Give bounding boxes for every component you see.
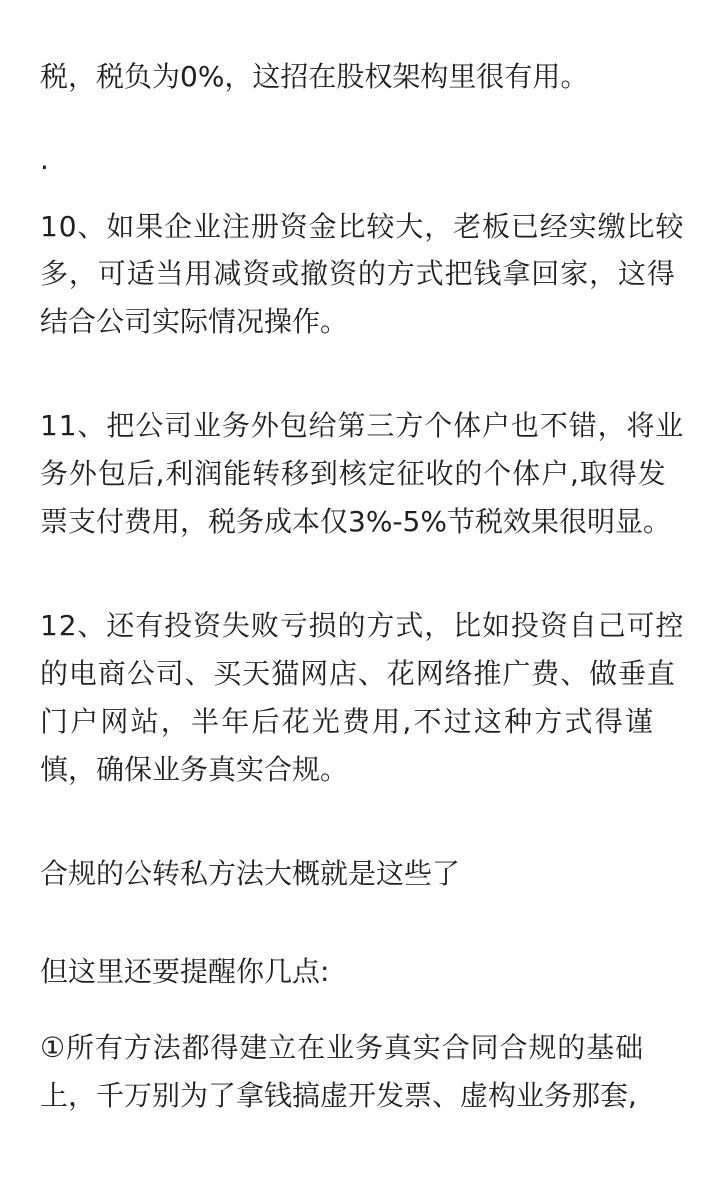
paragraph-summary: 合规的公转私方法大概就是这些了 (40, 857, 461, 890)
paragraph-11-line-2: 务外包后,利润能转移到核定征收的个体户,取得发 (40, 457, 667, 490)
paragraph-12-line-3: 门户网站，半年后花光费用,不过这种方式得谨 (40, 705, 656, 738)
paragraph-12-line-4: 慎，确保业务真实合规。 (40, 753, 349, 786)
paragraph-10-line-2: 多，可适当用减资或撤资的方式把钱拿回家，这得 (40, 257, 676, 290)
separator-dot: . (40, 143, 49, 176)
paragraph-note-1-line-1: ①所有方法都得建立在业务真实合同合规的基础 (40, 1031, 645, 1064)
paragraph-tax-line-1: 税，税负为0%，这招在股权架构里很有用。 (40, 60, 589, 93)
paragraph-note-1-line-2: 上，千万别为了拿钱搞虚开发票、虚构业务那套, (40, 1079, 637, 1112)
paragraph-12-line-1: 12、还有投资失败亏损的方式，比如投资自己可控 (40, 609, 685, 642)
paragraph-12-line-2: 的电商公司、买天猫网店、花网络推广费、做垂直 (40, 657, 676, 690)
paragraph-11-line-1: 11、把公司业务外包给第三方个体户也不错，将业 (40, 409, 685, 442)
paragraph-reminder: 但这里还要提醒你几点: (40, 955, 330, 988)
paragraph-10-line-3: 结合公司实际情况操作。 (40, 305, 349, 338)
paragraph-10-line-1: 10、如果企业注册资金比较大，老板已经实缴比较 (40, 210, 685, 243)
paragraph-11-line-3: 票支付费用，税务成本仅3%-5%节税效果很明显。 (40, 505, 671, 538)
